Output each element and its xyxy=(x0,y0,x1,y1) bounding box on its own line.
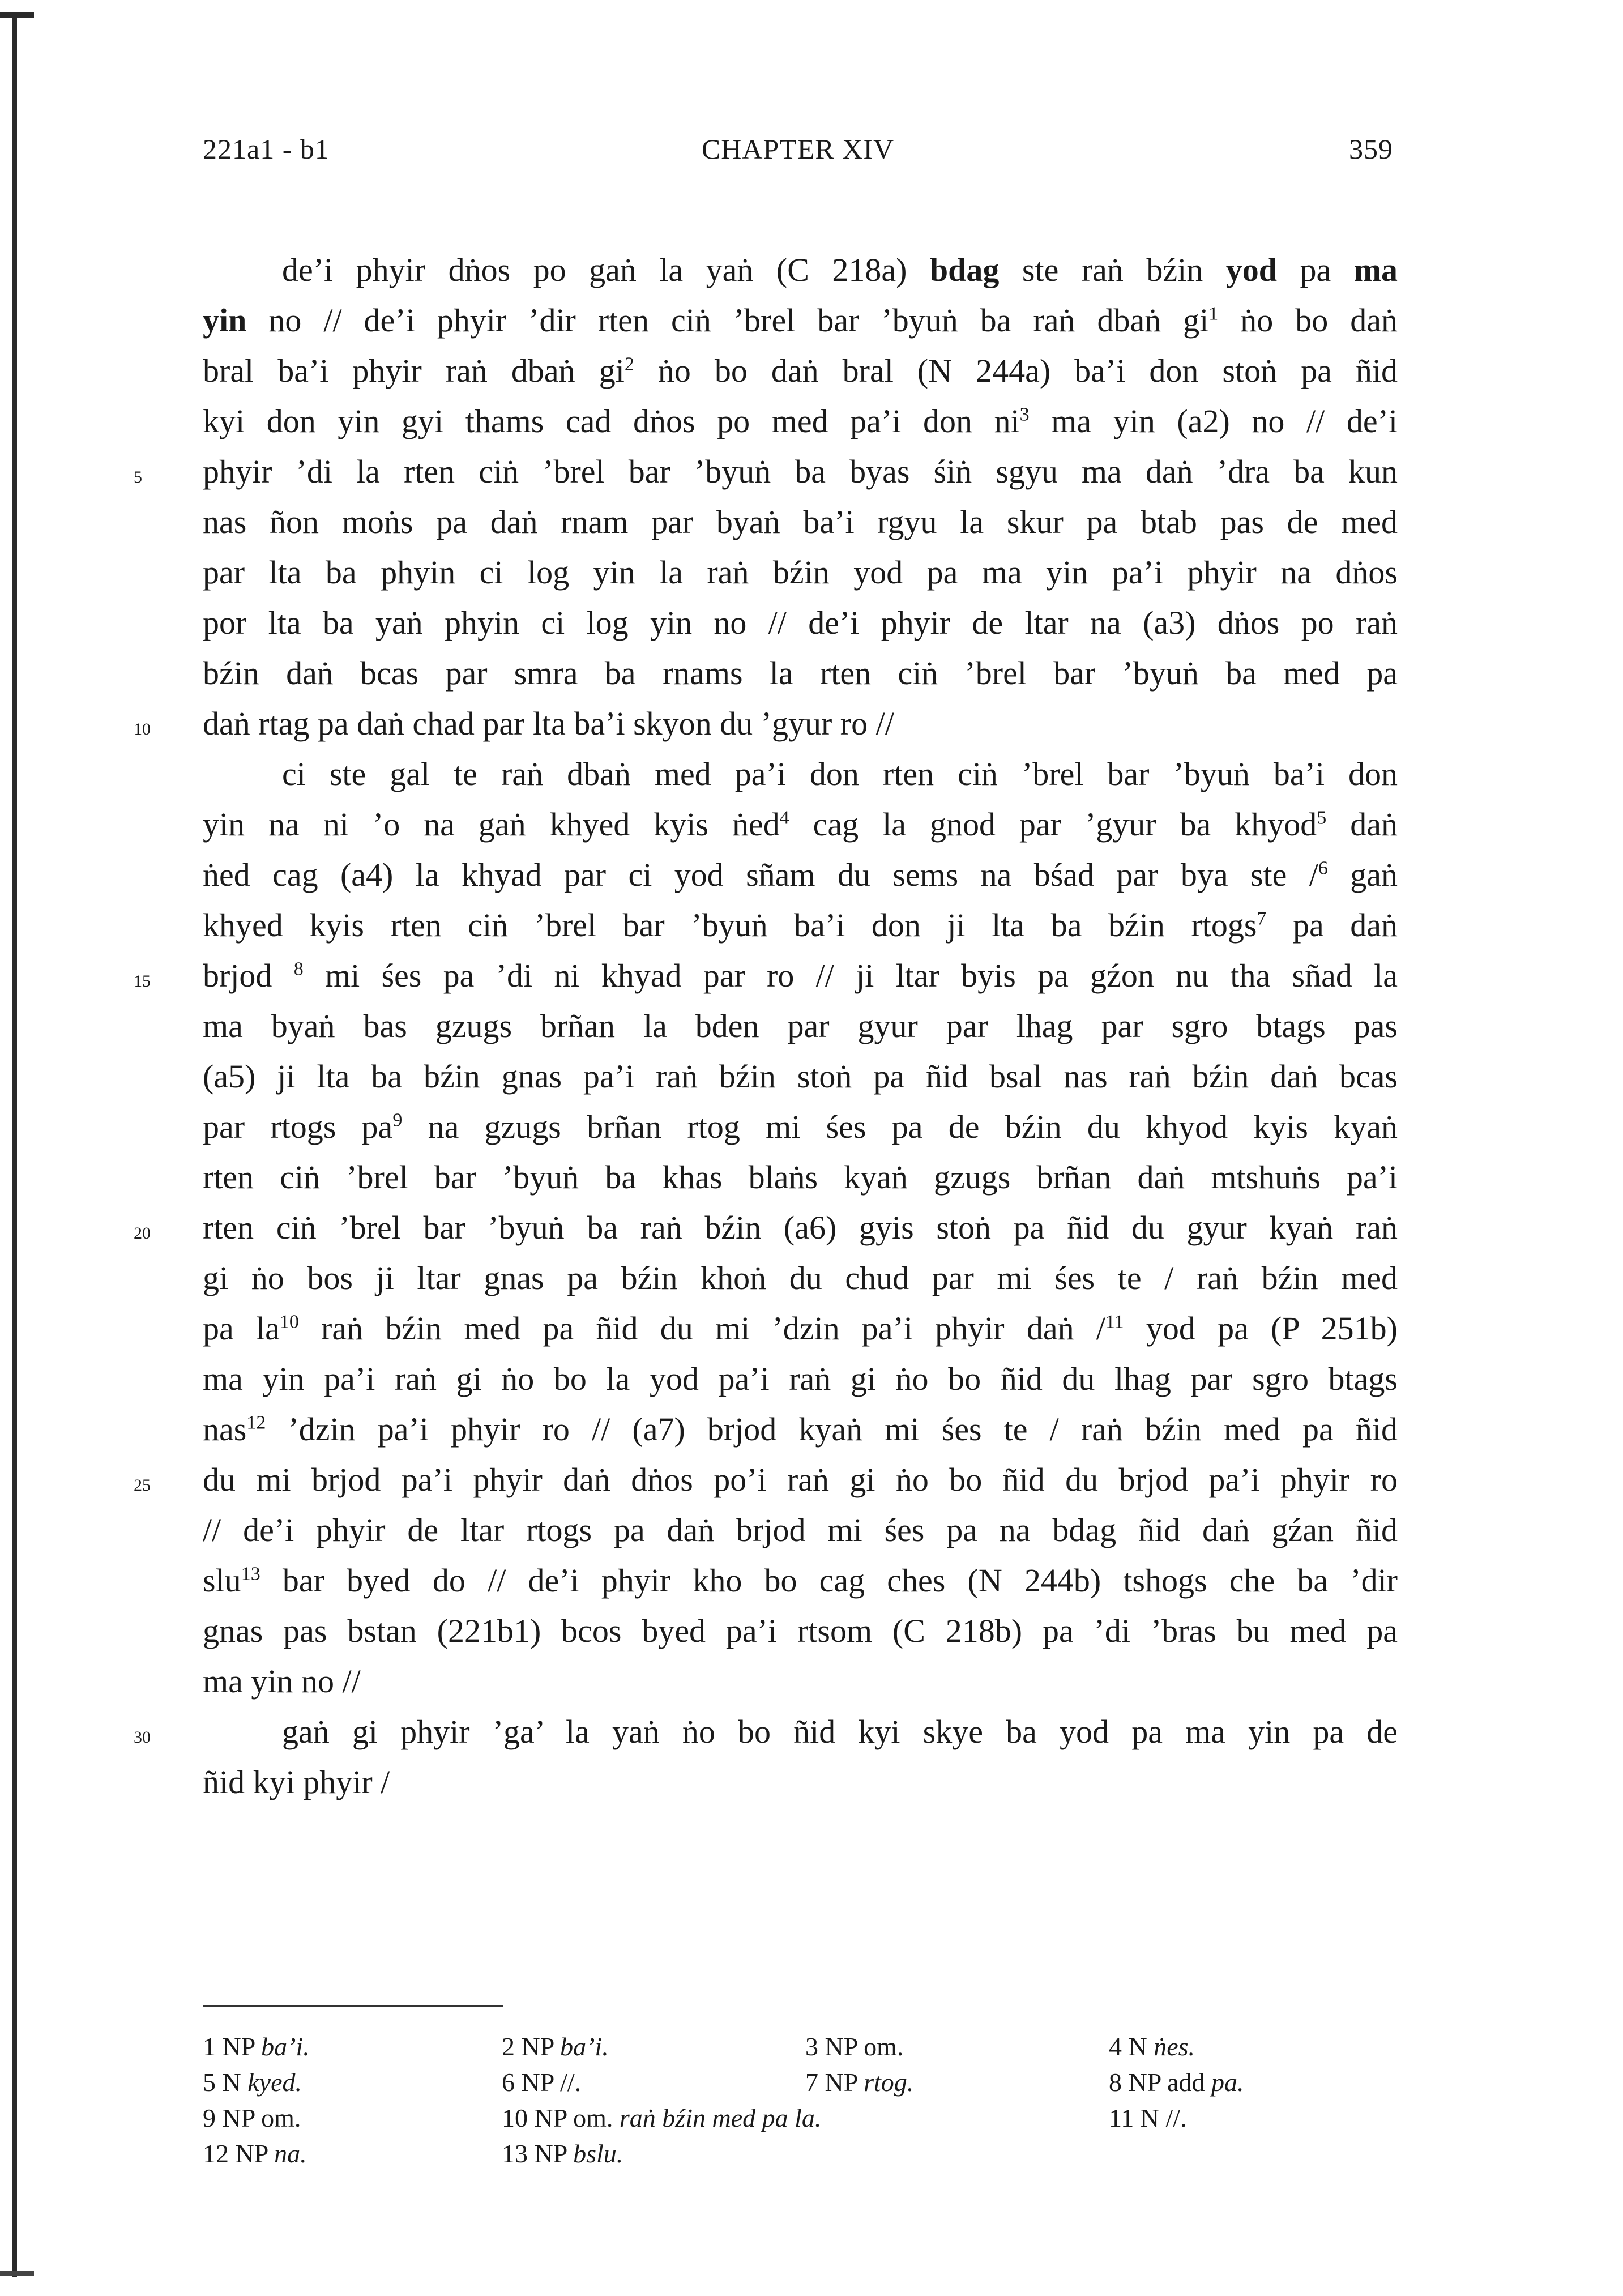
footnote: 9 NP om. xyxy=(203,2103,301,2132)
footnotes xyxy=(203,2029,1398,2171)
text-line: slu$^{13}$ bar byed do // de’i phyir kho bo cag ches (N 244b) tshogs che ba ’dir xyxy=(203,1562,1398,1599)
text-line: ma yin pa’i raṅ gi ṅo bo la yod pa’i raṅ gi ṅo bo ñid du lhag par sgro btags xyxy=(203,1360,1398,1397)
text-line: bral ba’i phyir raṅ dbaṅ $gi^2$ ṅo bo daṅ bral (N 244a) ba’i don stoṅ pa ñid xyxy=(203,352,1398,389)
text-line: phyir ’di la rten ciṅ ’brel bar ’byuṅ ba byas śiṅ sgyu ma daṅ ’dra ba kun xyxy=(203,453,1398,490)
footnote: 11 N //. xyxy=(1109,2103,1187,2132)
text-line: yin na ni ’o na gaṅ khyed kyis ṅed$^4$ cag la gnod par ’gyur ba khyod$^5$ daṅ xyxy=(203,806,1398,843)
page-edge-mark-bottom xyxy=(0,2271,34,2276)
footnote: 5 N kyed. xyxy=(203,2068,302,2097)
text-line: ma byaṅ bas gzugs brñan la bden par gyur par lhag par sgro btags pas xyxy=(203,1008,1398,1044)
line-number: 20 xyxy=(134,1224,151,1243)
text-line: por lta ba yaṅ phyin ci log yin no // de’i phyir de ltar na (a3) dṅos po raṅ xyxy=(203,604,1398,641)
footnote: 12 NP na. xyxy=(203,2139,307,2168)
footnote-row xyxy=(203,2029,1398,2064)
text-line: rten ciṅ ’brel bar ’byuṅ ba khas blaṅs kyaṅ gzugs brñan daṅ mtshuṅs pa’i xyxy=(203,1159,1398,1196)
text-line: nas$^{12}$ ’dzin pa’i phyir ro // (a7) brjod kyaṅ mi śes te / raṅ bźin med pa ñid xyxy=(203,1411,1398,1448)
footnote-row xyxy=(203,2136,1398,2171)
text-line: bźin daṅ bcas par smra ba rnams la rten ciṅ ’brel bar ’byuṅ ba med pa xyxy=(203,655,1398,692)
footnote: 10 NP om. raṅ bźin med pa la. xyxy=(502,2103,822,2132)
text-line: daṅ rtag pa daṅ chad par lta ba’i skyon du ’gyur ro // xyxy=(203,705,894,742)
text-line: brjod $^8$ mi śes pa ’di ni khyad par ro // ji ltar byis pa gźon nu tha sñad la xyxy=(203,957,1398,994)
text-line: gi ṅo bos ji ltar gnas pa bźin khoṅ du chud par mi śes te / raṅ bźin med xyxy=(203,1260,1398,1296)
text-line: // de’i phyir de ltar rtogs pa daṅ brjod mi śes pa na bdag ñid daṅ gźan ñid xyxy=(203,1512,1398,1548)
text-line: par rtogs $pa^9$ na gzugs brñan rtog mi śes pa de bźin du khyod kyis kyaṅ xyxy=(203,1108,1398,1145)
line-number: 15 xyxy=(134,972,151,991)
footnote: 7 NP rtog. xyxy=(805,2068,914,2097)
text-line: kyi don yin gyi thams cad dṅos po med pa’i don $ni^3$ ma yin (a2) no // de’i xyxy=(203,403,1398,439)
page-number: 359 xyxy=(1349,133,1393,165)
text-line: pa $la^{10}$ raṅ bźin med pa ñid du mi ’dzin pa’i phyir daṅ /$^{11}$ yod pa (P 251b) xyxy=(203,1310,1398,1347)
footnote-row xyxy=(203,2064,1398,2100)
footnote: 4 N ṅes. xyxy=(1109,2032,1195,2061)
text-line: ci ste gal te raṅ dbaṅ med pa’i don rten ciṅ ’brel bar ’byuṅ ba’i don xyxy=(282,756,1398,792)
running-header xyxy=(203,133,1393,172)
text-line: rten ciṅ ’brel bar ’byuṅ ba raṅ bźin (a6) gyis stoṅ pa ñid du gyur kyaṅ raṅ xyxy=(203,1209,1398,1246)
page-edge xyxy=(12,17,17,2277)
text-line: (a5) ji lta ba bźin gnas pa’i raṅ bźin stoṅ pa ñid bsal nas raṅ bźin daṅ bcas xyxy=(203,1058,1398,1095)
text-line: nas ñon moṅs pa daṅ rnam par byaṅ ba’i rgyu la skur pa btab pas de med xyxy=(203,503,1398,540)
body-text xyxy=(203,245,1398,1807)
line-number: 25 xyxy=(134,1476,151,1495)
footnote: 3 NP om. xyxy=(805,2032,904,2061)
text-line: ṅed cag (a4) la khyad par ci yod sñam du sems na bśad par bya ste /$^6$ gaṅ xyxy=(203,856,1398,893)
line-number: 10 xyxy=(134,720,151,739)
text-line: yin no // de’i phyir ’dir rten ciṅ ’brel bar ’byuṅ ba raṅ dbaṅ $gi^1$ ṅo bo daṅ xyxy=(203,302,1398,339)
footnote: 1 NP ba’i. xyxy=(203,2032,310,2061)
text-line: de’i phyir dṅos po gaṅ la yaṅ (C 218a) bdag ste raṅ bźin yod pa ma xyxy=(282,251,1398,288)
text-line: gnas pas bstan (221b1) bcos byed pa’i rtsom (C 218b) pa ’di ’bras bu med pa xyxy=(203,1612,1398,1649)
footnote-rule xyxy=(203,2005,503,2007)
page-edge-mark xyxy=(0,12,34,18)
folio-reference: 221a1 - b1 xyxy=(203,133,330,165)
footnote: 6 NP //. xyxy=(502,2068,582,2097)
chapter-title: CHAPTER XIV xyxy=(701,133,895,165)
line-number: 5 xyxy=(134,468,142,486)
line-number: 30 xyxy=(134,1728,151,1747)
text-line: ma yin no // xyxy=(203,1663,361,1700)
text-line: ñid kyi phyir / xyxy=(203,1764,390,1800)
text-line: du mi brjod pa’i phyir daṅ dṅos po’i raṅ gi ṅo bo ñid du brjod pa’i phyir ro xyxy=(203,1461,1398,1498)
text-line: par lta ba phyin ci log yin la raṅ bźin yod pa ma yin pa’i phyir na dṅos xyxy=(203,554,1398,591)
footnote: 2 NP ba’i. xyxy=(502,2032,609,2061)
footnote: 8 NP add pa. xyxy=(1109,2068,1244,2097)
text-line: khyed kyis rten ciṅ ’brel bar ’byuṅ ba’i don ji lta ba bźin rtogs$^7$ pa daṅ xyxy=(203,907,1398,944)
text-line: gaṅ gi phyir ’ga’ la yaṅ ṅo bo ñid kyi skye ba yod pa ma yin pa de xyxy=(282,1713,1398,1750)
footnote: 13 NP bslu. xyxy=(502,2139,623,2168)
footnote-row xyxy=(203,2100,1398,2136)
